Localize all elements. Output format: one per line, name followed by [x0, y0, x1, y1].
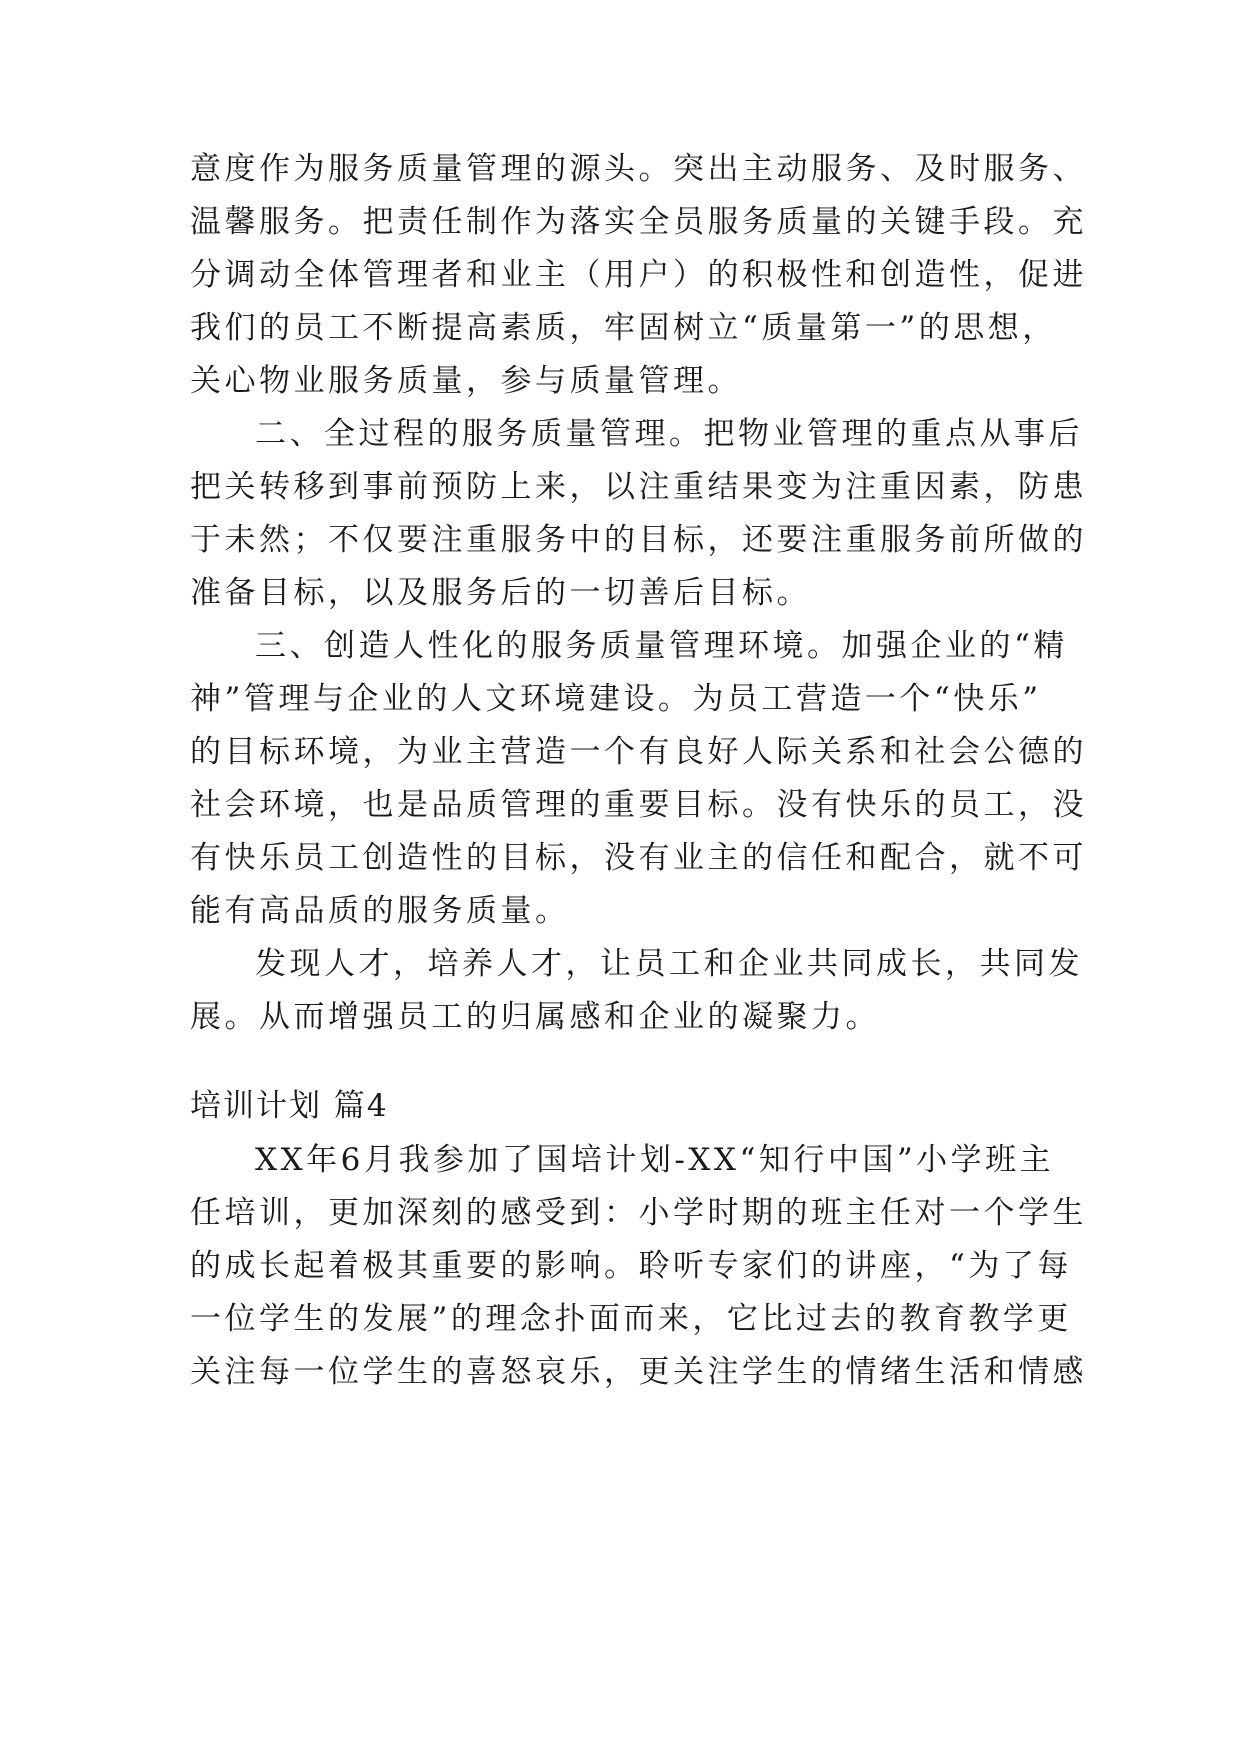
paragraph-line: 有快乐员工创造性的目标，没有业主的信任和配合，就不可	[190, 840, 1087, 876]
paragraph-line: 任培训，更加深刻的感受到：小学时期的班主任对一个学生	[190, 1195, 1087, 1231]
paragraph-line: 一位学生的发展”的理念扑面而来，它比过去的教育教学更	[190, 1301, 1072, 1337]
paragraph-line: 展。从而增强员工的归属感和企业的凝聚力。	[190, 999, 880, 1035]
paragraph-line: 的目标环境，为业主营造一个有良好人际关系和社会公德的	[190, 734, 1087, 770]
section-heading: 培训计划 篇4	[190, 1088, 389, 1124]
paragraph-line: 意度作为服务质量管理的源头。突出主动服务、及时服务、	[190, 151, 1087, 187]
paragraph-first-line: 三、创造人性化的服务质量管理环境。加强企业的“精	[255, 628, 1068, 664]
paragraph-line: 把关转移到事前预防上来，以注重结果变为注重因素，防患	[190, 469, 1087, 505]
paragraph-line: 关注每一位学生的喜怒哀乐，更关注学生的情绪生活和情感	[190, 1354, 1087, 1390]
paragraph-first-line: XX年6月我参加了国培计划-XX“知行中国”小学班主	[255, 1142, 1055, 1178]
paragraph-line: 准备目标，以及服务后的一切善后目标。	[190, 575, 811, 611]
paragraph-line: 社会环境，也是品质管理的重要目标。没有快乐的员工，没	[190, 787, 1087, 823]
paragraph-line: 温馨服务。把责任制作为落实全员服务质量的关键手段。充	[190, 204, 1087, 240]
paragraph-first-line: 发现人才，培养人才，让员工和企业共同成长，共同发	[255, 946, 1083, 982]
paragraph-line: 神”管理与企业的人文环境建设。为员工营造一个“快乐”	[190, 681, 1042, 717]
paragraph-line: 我们的员工不断提高素质，牢固树立“质量第一”的思想，	[190, 310, 1057, 346]
paragraph-first-line: 二、全过程的服务质量管理。把物业管理的重点从事后	[255, 416, 1083, 452]
paragraph-line: 的成长起着极其重要的影响。聆听专家们的讲座，“为了每	[190, 1248, 1072, 1284]
paragraph-line: 于未然；不仅要注重服务中的目标，还要注重服务前所做的	[190, 522, 1087, 558]
paragraph-line: 能有高品质的服务质量。	[190, 893, 570, 929]
paragraph-line: 关心物业服务质量，参与质量管理。	[190, 363, 742, 399]
paragraph-line: 分调动全体管理者和业主（用户）的积极性和创造性，促进	[190, 257, 1087, 293]
